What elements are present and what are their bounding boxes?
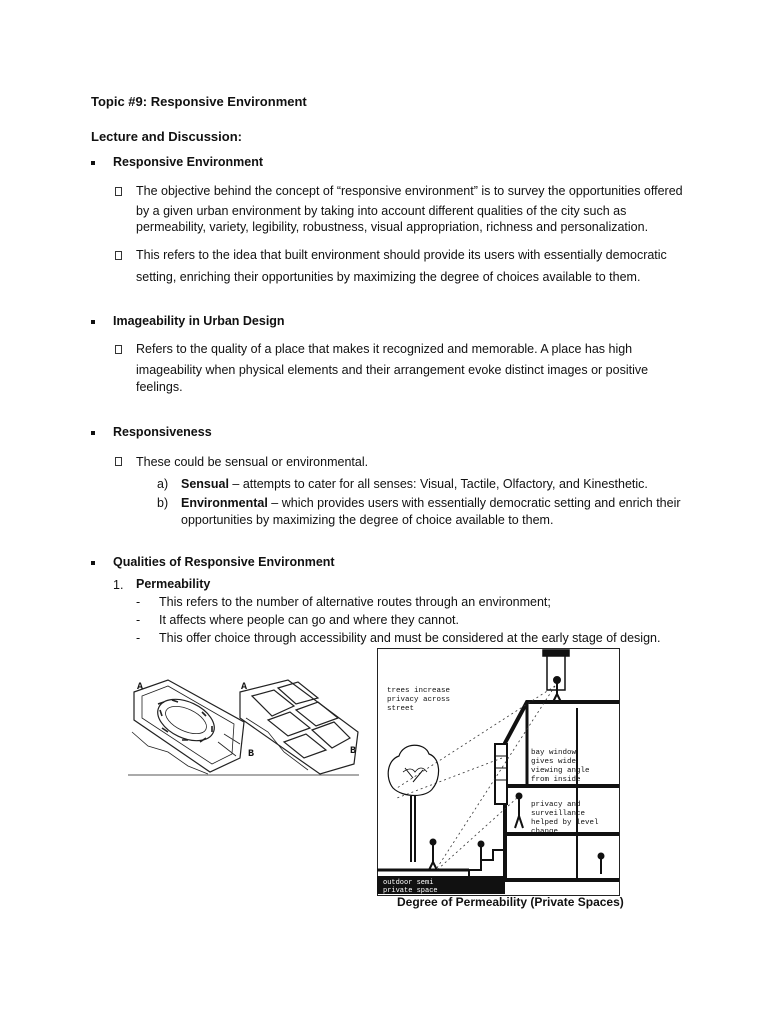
- annotation-line: private space: [383, 887, 438, 895]
- figure-label: B: [248, 749, 255, 760]
- paragraph: [136, 246, 696, 286]
- dash-marker: -: [136, 595, 141, 609]
- page-title: Topic #9: Responsive Environment: [91, 94, 307, 109]
- lecture-heading: Lecture and Discussion:: [91, 129, 242, 144]
- box-bullet-icon: [115, 251, 122, 260]
- text-line: feelings.: [136, 380, 183, 394]
- term: Sensual: [181, 477, 229, 491]
- figure-label: A: [137, 682, 144, 693]
- text-line: permeability, variety, legibility, robustness, visual appropriation, richness and personalization.: [136, 220, 649, 234]
- list-item: [181, 476, 701, 493]
- definition: – attempts to cater for all senses: Visual, Tactile, Olfactory, and Kinesthetic.: [228, 477, 648, 491]
- figure-caption: Degree of Permeability (Private Spaces): [397, 895, 624, 909]
- dash-item: It affects where people can go and where they cannot.: [159, 613, 459, 627]
- list-number: 1.: [113, 578, 124, 592]
- dash-marker: -: [136, 613, 141, 627]
- paragraph: [136, 340, 696, 396]
- annotation-line: from inside: [531, 776, 581, 784]
- box-bullet-icon: [115, 345, 122, 354]
- square-bullet-icon: [91, 561, 95, 565]
- annotation-line: bay window: [531, 749, 577, 757]
- annotation-line: gives wide: [531, 758, 577, 766]
- list-item: [181, 495, 701, 529]
- annotation-line: helped by level: [531, 819, 599, 827]
- annotation-line: privacy and: [531, 801, 581, 809]
- annotation-line: change: [531, 828, 559, 836]
- definition: – which provides users with essentially democratic setting and enrich their: [267, 496, 681, 510]
- term: Environmental: [181, 496, 268, 510]
- text-line: setting, enriching their opportunities by maximizing the degree of choices available to them.: [136, 270, 641, 284]
- plan-grid: [240, 680, 358, 774]
- private-space-section-figure: [377, 648, 620, 896]
- section-heading: Responsive Environment: [113, 155, 264, 169]
- permeability-plan-figure: [128, 672, 360, 776]
- section-heading: Qualities of Responsive Environment: [113, 555, 335, 569]
- figure-label: B: [350, 746, 357, 757]
- text-line: These could be sensual or environmental.: [136, 455, 369, 469]
- list-marker: a): [157, 477, 169, 491]
- figure-label: A: [241, 682, 248, 693]
- square-bullet-icon: [91, 431, 95, 435]
- square-bullet-icon: [91, 320, 95, 324]
- dash-item: This offer choice through accessibility and must be considered at the early stage of design.: [159, 631, 661, 645]
- dash-marker: -: [136, 631, 141, 645]
- square-bullet-icon: [91, 161, 95, 165]
- section-heading: Imageability in Urban Design: [113, 314, 285, 328]
- paragraph: [136, 182, 696, 235]
- paragraph: [136, 453, 696, 471]
- text-line: This refers to the idea that built environment should provide its users with essentially democratic: [136, 248, 667, 262]
- box-bullet-icon: [115, 457, 122, 466]
- text-line: The objective behind the concept of “responsive environment” is to survey the opportunities offered: [136, 184, 683, 198]
- annotation-line: trees increase: [387, 687, 451, 695]
- annotation-line: viewing angle: [531, 767, 590, 775]
- plan-cul-de-sac: [132, 680, 244, 774]
- dash-item: This refers to the number of alternative routes through an environment;: [159, 595, 551, 609]
- annotation-outdoor: [383, 879, 438, 895]
- text-line: opportunities by maximizing the degree of choice available to them.: [181, 513, 554, 527]
- annotation-line: street: [387, 705, 415, 713]
- text-line: Refers to the quality of a place that makes it recognized and memorable. A place has high: [136, 342, 633, 356]
- numbered-item-label: Permeability: [136, 577, 211, 591]
- list-marker: b): [157, 496, 169, 510]
- annotation-line: surveillance: [531, 810, 586, 818]
- annotation-line: outdoor semi: [383, 879, 434, 887]
- text-line: imageability when physical elements and their arrangement evoke distinct images or positive: [136, 363, 649, 377]
- annotation-line: privacy across: [387, 696, 451, 704]
- text-line: by a given urban environment by taking into account different qualities of the city such as: [136, 204, 627, 218]
- section-heading: Responsiveness: [113, 425, 212, 439]
- box-bullet-icon: [115, 187, 122, 196]
